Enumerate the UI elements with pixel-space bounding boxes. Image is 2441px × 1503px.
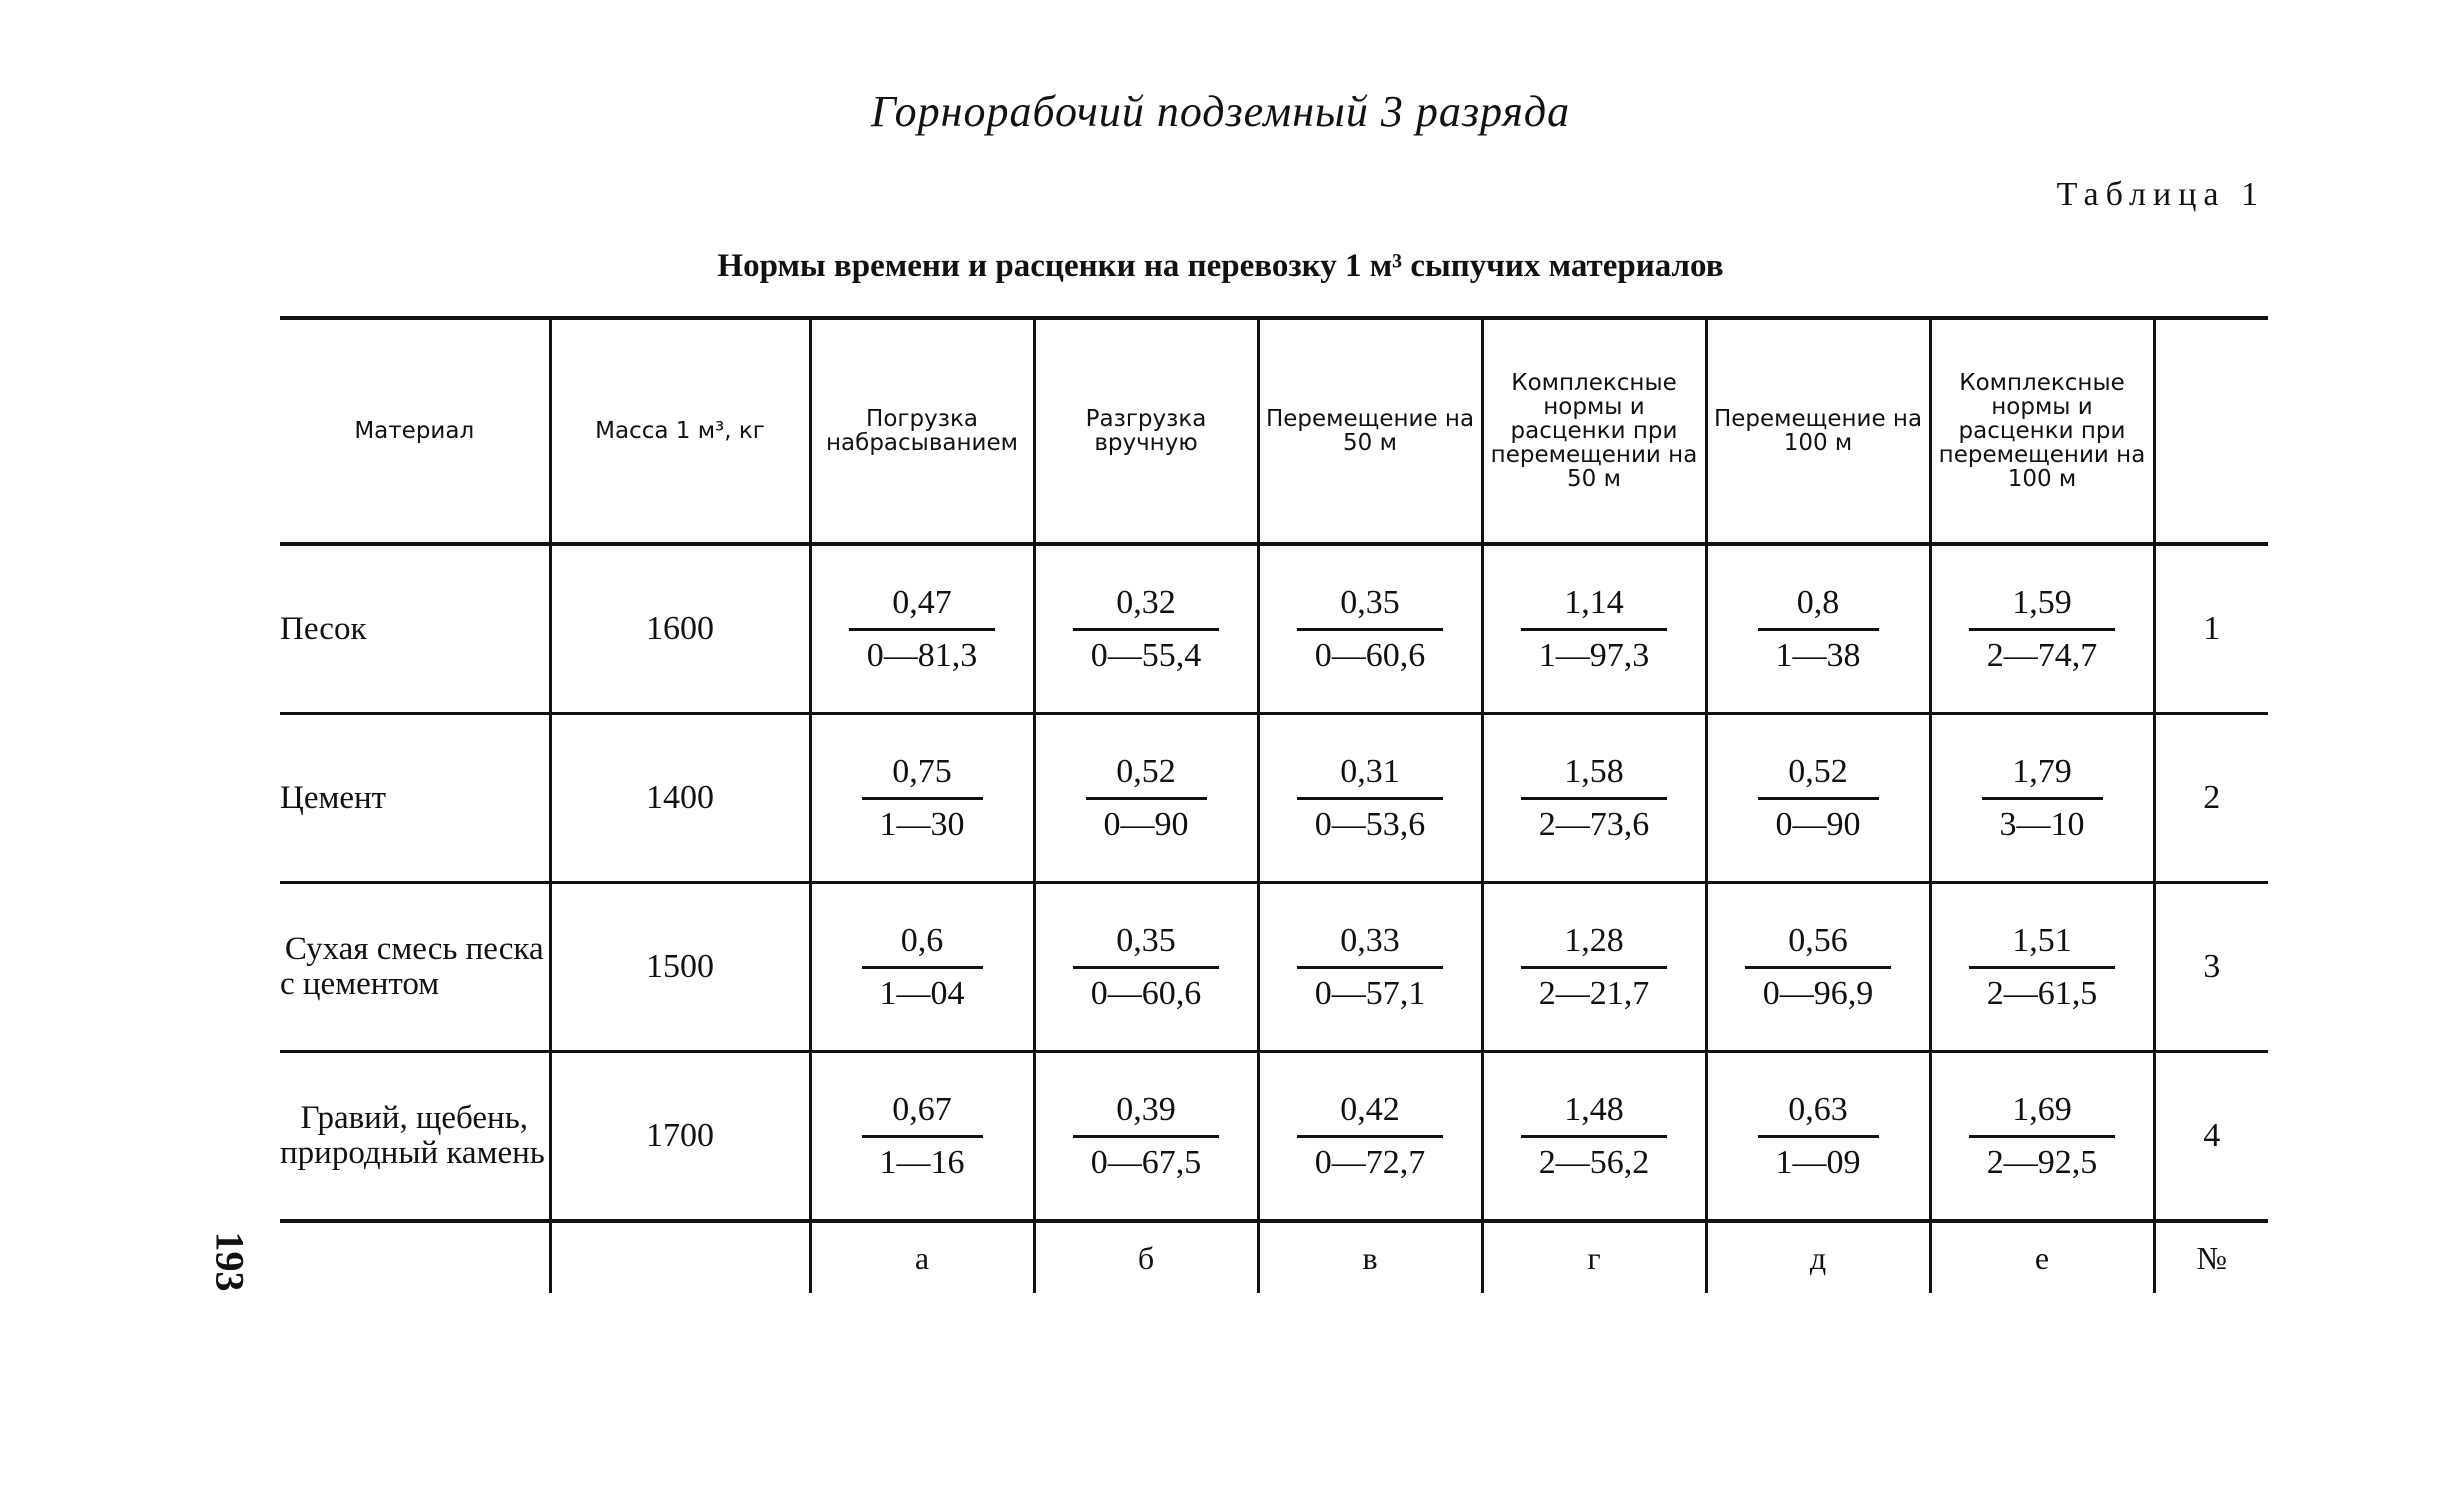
value-cell [1930, 714, 2154, 883]
rate-value: 1—16 [879, 1143, 965, 1181]
rate-value: 1—09 [1775, 1143, 1861, 1181]
col-header-complex-100: Комплексные нормы и расценки при перемещении на 100 м [1930, 318, 2154, 544]
value-cell [1258, 1052, 1482, 1222]
rate-value: 0—53,6 [1314, 805, 1426, 843]
value-cell [1034, 714, 1258, 883]
norm-value: 0,56 [1745, 922, 1892, 969]
norm-value: 0,63 [1758, 1091, 1879, 1138]
value-cell [1034, 1052, 1258, 1222]
rate-value: 0—60,6 [1314, 636, 1426, 674]
norm-value: 1,28 [1521, 922, 1668, 969]
row-number-cell: 1 [2154, 544, 2268, 714]
col-header-move-50: Перемещение на 50 м [1258, 318, 1482, 544]
norm-value: 0,39 [1073, 1091, 1220, 1138]
norm-value: 1,14 [1521, 584, 1668, 631]
mass-cell: 1500 [550, 883, 810, 1052]
value-cell [1706, 1052, 1930, 1222]
rate-value: 1—97,3 [1538, 636, 1650, 674]
value-cell [810, 883, 1034, 1052]
rate-value: 1—38 [1775, 636, 1861, 674]
rate-value: 0—60,6 [1090, 974, 1202, 1012]
norm-value: 1,69 [1969, 1091, 2116, 1138]
rate-value: 2—21,7 [1538, 974, 1650, 1012]
footer-mass-cell [550, 1221, 810, 1293]
page-number: 193 [207, 1231, 253, 1292]
column-letter: е [1930, 1221, 2154, 1293]
norm-value: 0,42 [1297, 1091, 1444, 1138]
rate-value: 2—74,7 [1986, 636, 2098, 674]
col-header-loading: Погрузка набрасыванием [810, 318, 1034, 544]
rate-value: 0—90 [1775, 805, 1861, 843]
column-letter: г [1482, 1221, 1706, 1293]
norm-value: 1,79 [1982, 753, 2103, 800]
column-letter-row [280, 1221, 2268, 1293]
row-number-cell: 4 [2154, 1052, 2268, 1222]
norm-value: 0,6 [862, 922, 983, 969]
value-cell [810, 714, 1034, 883]
rate-value: 0—81,3 [866, 636, 978, 674]
rate-value: 0—57,1 [1314, 974, 1426, 1012]
mass-cell: 1600 [550, 544, 810, 714]
norm-value: 0,33 [1297, 922, 1444, 969]
row-number-cell: 3 [2154, 883, 2268, 1052]
value-cell [1482, 1052, 1706, 1222]
number-sign: № [2154, 1221, 2268, 1293]
table-row [280, 883, 2268, 1052]
mass-cell: 1400 [550, 714, 810, 883]
rate-value: 2—56,2 [1538, 1143, 1650, 1181]
col-header-complex-50: Комплексные нормы и расценки при перемещении на 50 м [1482, 318, 1706, 544]
rate-value: 2—73,6 [1538, 805, 1650, 843]
value-cell [1930, 1052, 2154, 1222]
norm-value: 0,8 [1758, 584, 1879, 631]
norm-value: 0,52 [1086, 753, 1207, 800]
rate-value: 0—67,5 [1090, 1143, 1202, 1181]
header-row [280, 318, 2268, 544]
table-title: Нормы времени и расценки на перевозку 1 м³ сыпучих материалов [717, 248, 1724, 284]
rate-value: 0—72,7 [1314, 1143, 1426, 1181]
col-header-unloading: Разгрузка вручную [1034, 318, 1258, 544]
table-row [280, 1052, 2268, 1222]
norm-value: 0,75 [862, 753, 983, 800]
column-letter: б [1034, 1221, 1258, 1293]
norm-value: 1,58 [1521, 753, 1668, 800]
col-header-mass: Масса 1 м³, кг [550, 318, 810, 544]
table-row [280, 714, 2268, 883]
table-number: Таблица 1 [2056, 176, 2265, 213]
col-header-material: Материал [280, 318, 550, 544]
value-cell [1930, 544, 2154, 714]
material-cell: Сухая смесь песка с цементом [280, 883, 550, 1052]
value-cell [1482, 714, 1706, 883]
value-cell [1258, 714, 1482, 883]
value-cell [1930, 883, 2154, 1052]
value-cell [1034, 883, 1258, 1052]
norm-value: 0,32 [1073, 584, 1220, 631]
rate-value: 1—30 [879, 805, 965, 843]
norm-value: 0,52 [1758, 753, 1879, 800]
rate-value: 1—04 [879, 974, 965, 1012]
value-cell [1706, 883, 1930, 1052]
value-cell [810, 544, 1034, 714]
value-cell [1706, 714, 1930, 883]
rate-value: 2—92,5 [1986, 1143, 2098, 1181]
column-letter: а [810, 1221, 1034, 1293]
value-cell [1482, 883, 1706, 1052]
material-cell: Гравий, щебень, природный камень [280, 1052, 550, 1222]
rate-value: 0—96,9 [1762, 974, 1874, 1012]
rate-value: 0—55,4 [1090, 636, 1202, 674]
column-letter: д [1706, 1221, 1930, 1293]
norm-value: 1,48 [1521, 1091, 1668, 1138]
norm-value: 0,35 [1297, 584, 1444, 631]
col-header-no [2154, 318, 2268, 544]
norm-value: 0,35 [1073, 922, 1220, 969]
rate-value: 0—90 [1103, 805, 1189, 843]
norms-table [280, 316, 2268, 1293]
norm-value: 1,59 [1969, 584, 2116, 631]
rate-value: 2—61,5 [1986, 974, 2098, 1012]
norm-value: 1,51 [1969, 922, 2116, 969]
norm-value: 0,31 [1297, 753, 1444, 800]
value-cell [1034, 544, 1258, 714]
rate-value: 3—10 [1999, 805, 2085, 843]
mass-cell: 1700 [550, 1052, 810, 1222]
row-number-cell: 2 [2154, 714, 2268, 883]
table-row [280, 544, 2268, 714]
material-cell: Песок [280, 544, 550, 714]
norm-value: 0,67 [862, 1091, 983, 1138]
value-cell [810, 1052, 1034, 1222]
footer-material-cell [280, 1221, 550, 1293]
value-cell [1706, 544, 1930, 714]
col-header-move-100: Перемещение на 100 м [1706, 318, 1930, 544]
value-cell [1258, 883, 1482, 1052]
material-cell: Цемент [280, 714, 550, 883]
column-letter: в [1258, 1221, 1482, 1293]
value-cell [1258, 544, 1482, 714]
value-cell [1482, 544, 1706, 714]
page-heading: Горнорабочий подземный 3 разряда [870, 87, 1571, 136]
norm-value: 0,47 [849, 584, 996, 631]
